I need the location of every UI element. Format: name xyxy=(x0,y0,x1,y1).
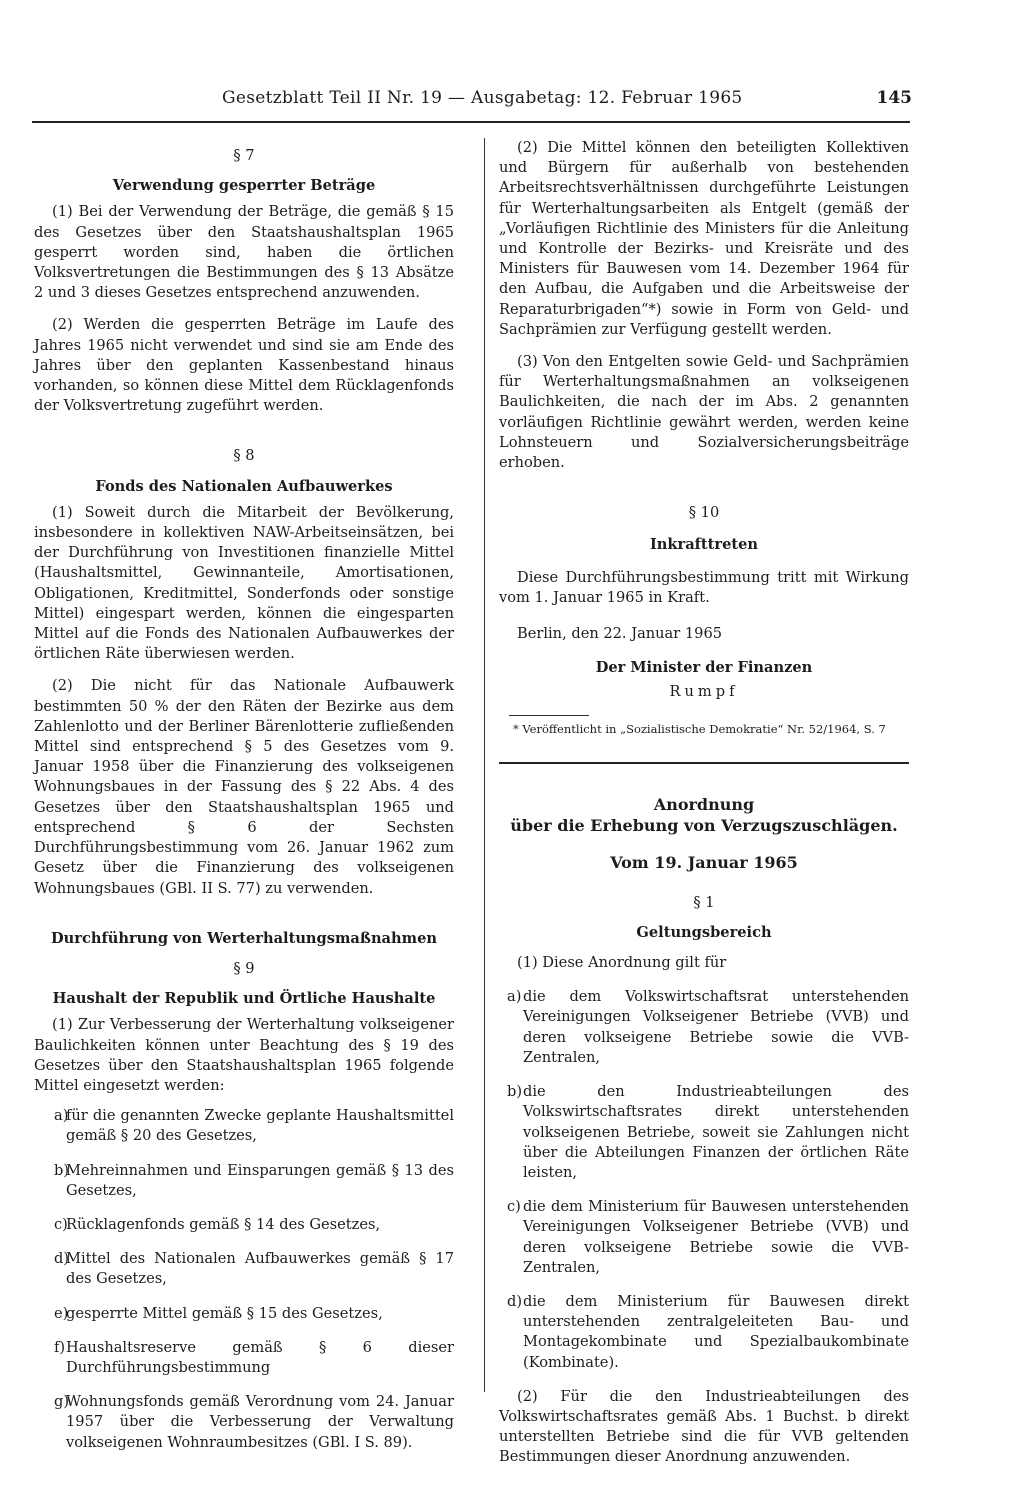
list-item xyxy=(499,1197,909,1278)
list-item-label: a) xyxy=(507,988,522,1006)
list-item-label: c) xyxy=(507,1198,521,1216)
list-item-label: f) xyxy=(54,1338,66,1356)
list-item xyxy=(34,1215,454,1235)
list-item xyxy=(34,1392,454,1453)
list-item-text: Rücklagenfonds gemäß § 14 des Gesetzes, xyxy=(66,1215,381,1233)
section-7-paragraph-1: (1) Bei der Verwendung der Beträge, die gemäß § 15 des Gesetzes über den Staatshaushaltsplan 1965 gesperrt worden sind, haben die örtlichen Volksvertretungen die Bestimmungen des § 13 Absätze 2 und 3 dieses Gesetzes entsprechend anzuwenden. xyxy=(34,203,454,302)
list-item-text: gesperrte Mittel gemäß § 15 des Gesetzes, xyxy=(66,1304,383,1322)
list-item xyxy=(499,987,909,1068)
order-subtitle: über die Erhebung von Verzugszuschlägen. xyxy=(510,815,898,835)
section-7-number: § 7 xyxy=(233,147,255,164)
left-column xyxy=(34,138,454,1453)
chapter-heading: Durchführung von Werterhaltungsmaßnahmen xyxy=(51,929,437,947)
order-title: Anordnung xyxy=(653,794,755,814)
list-item-label: b) xyxy=(54,1161,70,1179)
list-item-text: Wohnungsfonds gemäß Verordnung vom 24. Januar 1957 über die Verbesserung der Verwaltung volkseigenen Wohnraumbesitzes (GBl. I S. 89). xyxy=(66,1393,454,1451)
list-item-text: die dem Ministerium für Bauwesen unterstehenden Vereinigungen Volkseigener Betriebe (VVB) und deren volkseigene Betriebe sowie die VVB-Zentralen, xyxy=(523,1198,909,1276)
right-column xyxy=(499,138,909,1468)
place-date: Berlin, den 22. Januar 1965 xyxy=(517,625,723,643)
order-date: Vom 19. Januar 1965 xyxy=(610,852,798,872)
section-8-paragraph-1: (1) Soweit durch die Mitarbeit der Bevölkerung, insbesondere in kollektiven NAW-Arbeitseinsätzen, bei der Durchführung von Investitionen finanzielle Mittel (Haushaltsmittel, Gewinnanteile, Amortisationen, Obligationen, Kreditmittel, Sonderfonds oder sonstige Mittel) eingespart werden, können die eingesparten Mittel auf die Fonds des Nationalen Aufbauwerkes der örtlichen Räte überwiesen werden. xyxy=(34,503,454,663)
list-item-label: d) xyxy=(507,1292,523,1310)
list-item xyxy=(34,1249,454,1289)
header-rule xyxy=(32,121,910,123)
list-item-text: die dem Volkswirtschaftsrat unterstehenden Vereinigungen Volkseigener Betriebe (VVB) und deren volkseigene Betriebe sowie die VVB-Zentralen, xyxy=(523,988,909,1066)
section-10-number: § 10 xyxy=(688,504,720,522)
order-section-1-title: Geltungsbereich xyxy=(636,923,772,941)
footnote: * Veröffentlicht in „Sozialistische Demokratie“ Nr. 52/1964, S. 7 xyxy=(513,721,886,736)
footnote-rule xyxy=(509,715,589,716)
section-8-number: § 8 xyxy=(233,447,255,465)
list-item xyxy=(499,1082,909,1183)
list-item-text: Mittel des Nationalen Aufbauwerkes gemäß § 17 des Gesetzes, xyxy=(66,1250,454,1288)
section-9-list xyxy=(34,1106,454,1453)
list-item-text: Haushaltsreserve gemäß § 6 dieser Durchführungsbestimmung xyxy=(66,1338,454,1376)
list-item xyxy=(34,1304,454,1324)
list-item xyxy=(34,1161,454,1201)
page-header xyxy=(32,88,912,112)
section-9-number: § 9 xyxy=(233,959,255,977)
order-paragraph-1: (1) Diese Anordnung gilt für xyxy=(517,954,727,972)
list-item-label: d) xyxy=(54,1250,70,1268)
list-item xyxy=(34,1106,454,1146)
list-item-text: die den Industrieabteilungen des Volkswirtschaftsrates direkt unterstehenden volkseigenen Betriebe, soweit sie Zahlungen nicht über die Abteilungen Finanzen der örtlichen Räte leisten, xyxy=(523,1083,909,1181)
section-8-title: Fonds des Nationalen Aufbauwerkes xyxy=(95,477,393,495)
list-item-label: e) xyxy=(54,1304,69,1322)
list-item-text: Mehreinnahmen und Einsparungen gemäß § 13 des Gesetzes, xyxy=(66,1161,454,1199)
order-section-1-number: § 1 xyxy=(693,893,715,911)
list-item-text: die dem Ministerium für Bauwesen direkt unterstehenden zentralgeleiteten Bau- und Montagekombinate und Spezialbaukombinate (Kombinate). xyxy=(523,1292,909,1371)
header-title: Gesetzblatt Teil II Nr. 19 — Ausgabetag: 12. Februar 1965 xyxy=(222,88,743,108)
section-7-paragraph-2: (2) Werden die gesperrten Beträge im Laufe des Jahres 1965 nicht verwendet und sind sie am Ende des Jahres über den geplanten Kassenbestand hinaus vorhanden, so können diese Mittel dem Rücklagenfonds der Volksvertretung zugeführt werden. xyxy=(34,316,454,415)
list-item xyxy=(34,1338,454,1378)
section-8-paragraph-2: (2) Die nicht für das Nationale Aufbauwerk bestimmten 50 % der den Räten der Bezirke aus dem Zahlenlotto und der Berliner Bärenlotterie zufließenden Mittel sind entsprechend § 5 des Gesetzes vom 9. Januar 1958 über die Finanzierung des volkseigenen Wohnungsbaues in der Fassung des § 22 Abs. 4 des Gesetzes über den Staatshaushaltsplan 1965 und entsprechend § 6 der Sechsten Durchführungsbestimmung vom 26. Januar 1962 zum Gesetz über die Finanzierung des volkseigenen Wohnungsbaues (GBl. II S. 77) zu verwenden. xyxy=(34,677,454,897)
list-item-label: b) xyxy=(507,1083,523,1101)
section-9-paragraph-2: (2) Die Mittel können den beteiligten Kollektiven und Bürgern für außerhalb von bestehenden Arbeitsrechtsverhältnissen durchgeführte Leistungen für Werterhaltungsarbeiten als Entgelt (gemäß der „Vorläufigen Richtlinie des Ministers für die Anleitung und Kontrolle der Bezirks- und Kreisräte und des Ministers für Bauwesen vom 14. Dezember 1964 für den Aufbau, die Aufgaben und die Arbeitsweise der Reparaturbrigaden“*) sowie in Form von Geld- und Sachprämien zur Verfügung gestellt werden. xyxy=(499,139,909,338)
signer-title: Der Minister der Finanzen xyxy=(595,659,813,677)
list-item-text: für die genannten Zwecke geplante Haushaltsmittel gemäß § 20 des Gesetzes, xyxy=(66,1107,454,1145)
list-item-label: c) xyxy=(54,1215,68,1233)
page-number: 145 xyxy=(876,88,912,108)
section-divider xyxy=(499,762,909,764)
section-9-title: Haushalt der Republik und Örtliche Haushalte xyxy=(52,990,436,1008)
section-10-title: Inkrafttreten xyxy=(649,536,759,554)
list-item xyxy=(499,1292,909,1373)
column-divider xyxy=(484,138,485,1392)
section-9-paragraph-1: (1) Zur Verbesserung der Werterhaltung volkseigener Baulichkeiten können unter Beachtung des § 19 des Gesetzes über den Staatshaushaltsplan 1965 folgende Mittel eingesetzt werden: xyxy=(34,1016,454,1094)
section-7-title: Verwendung gesperrter Beträge xyxy=(112,177,376,195)
list-item-label: a) xyxy=(54,1107,69,1125)
list-item-label: g) xyxy=(54,1393,70,1411)
order-paragraph-2: (2) Für die den Industrieabteilungen des Volkswirtschaftsrates gemäß Abs. 1 Buchst. b direkt unterstellten Betriebe sind die für VVB geltenden Bestimmungen dieser Anordnung anzuwenden. xyxy=(499,1387,909,1466)
order-list xyxy=(499,987,909,1372)
section-9-paragraph-3: (3) Von den Entgelten sowie Geld- und Sachprämien für Werterhaltungsmaßnahmen an volkseigenen Baulichkeiten, die nach der im Abs. 2 genannten vorläufigen Richtlinie gewährt werden, werden keine Lohnsteuern und Sozialversicherungsbeiträge erhoben. xyxy=(499,353,909,472)
section-10-paragraph-1: Diese Durchführungsbestimmung tritt mit Wirkung vom 1. Januar 1965 in Kraft. xyxy=(499,568,909,606)
signer-name: Rumpf xyxy=(669,683,739,701)
